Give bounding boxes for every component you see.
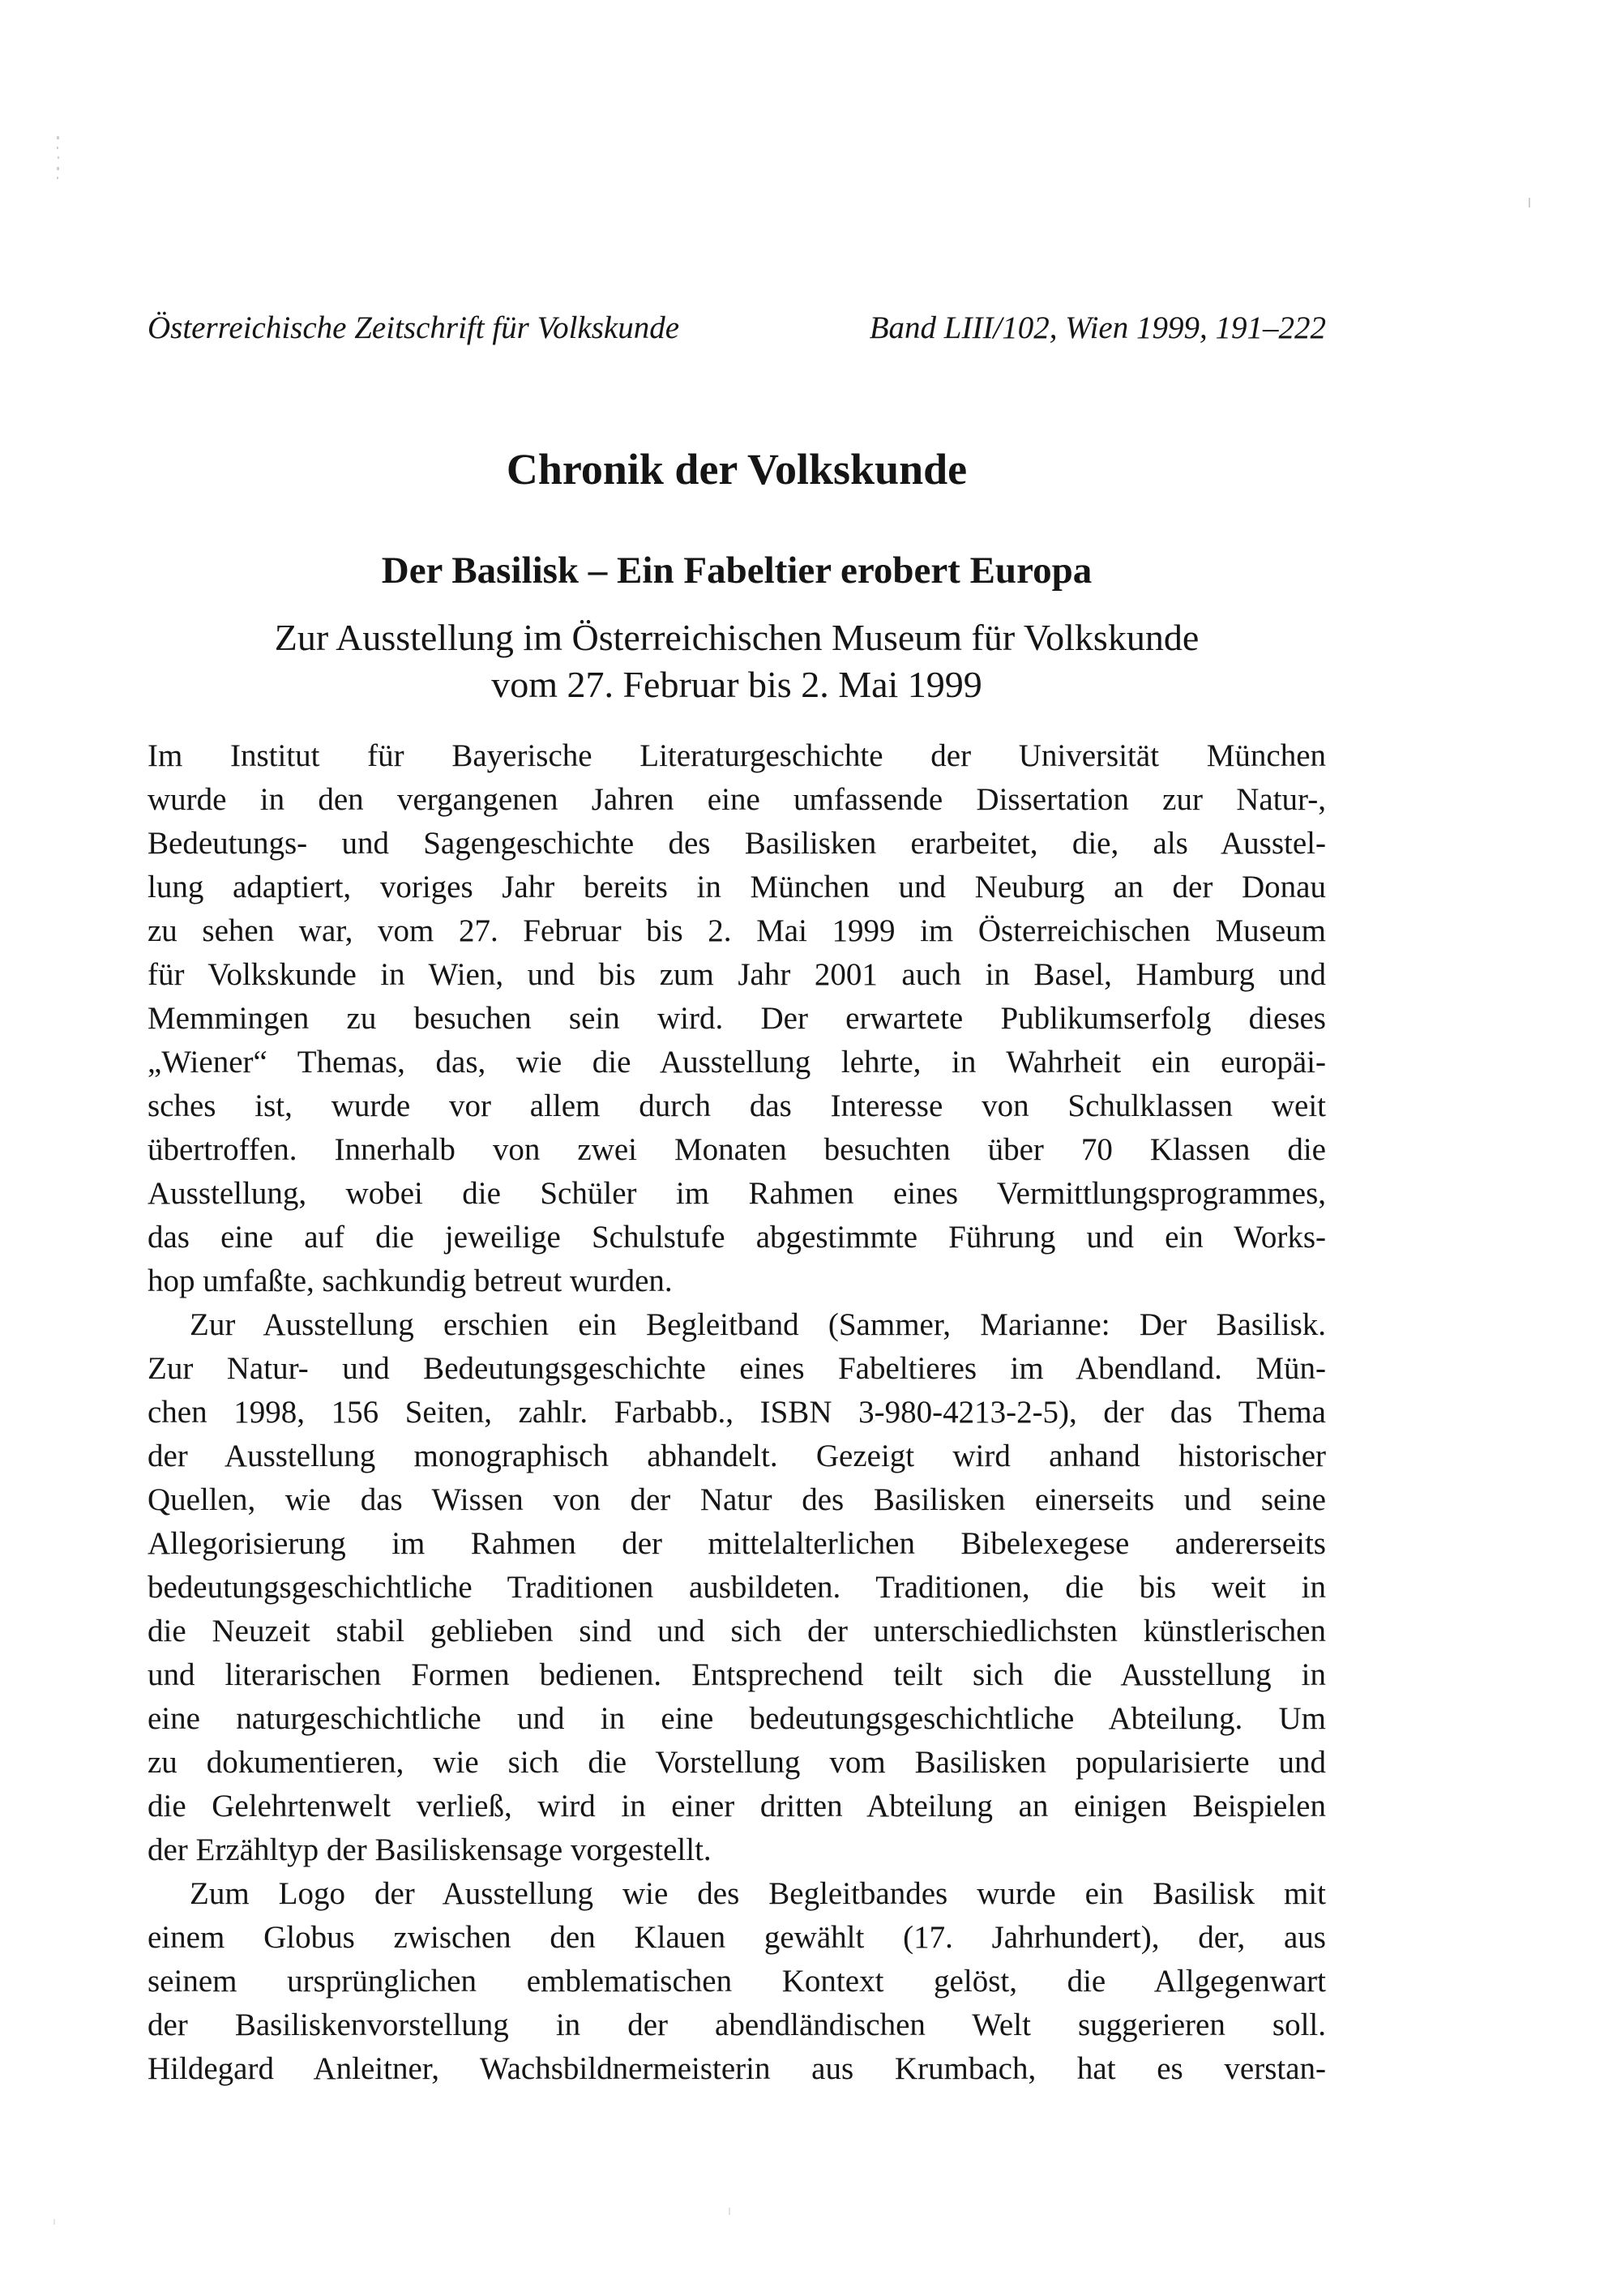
article-title: Der Basilisk – Ein Fabeltier erobert Europa bbox=[381, 549, 1093, 592]
article-body bbox=[148, 734, 1326, 2091]
scan-speck bbox=[57, 177, 58, 179]
text-line: und literarischen Formen bedienen. Entsprechend teilt sich die Ausstellung in bbox=[148, 1657, 1326, 1692]
scan-speck bbox=[57, 167, 59, 170]
scan-speck bbox=[57, 136, 59, 139]
text-line: der Basiliskenvorstellung in der abendländischen Welt suggerieren soll. bbox=[148, 2007, 1326, 2042]
subtitle-line-1: Zur Ausstellung im Österreichischen Museum für Volkskunde bbox=[274, 617, 1200, 658]
text-line: die Neuzeit stabil geblieben sind und sich der unterschiedlichsten künstlerischen bbox=[148, 1614, 1326, 1648]
text-line: Bedeutungs- und Sagengeschichte des Basilisken erarbeitet, die, als Ausstel- bbox=[148, 826, 1326, 861]
text-line: zu dokumentieren, wie sich die Vorstellung vom Basilisken popularisierte und bbox=[148, 1745, 1326, 1780]
text-line: bedeutungsgeschichtliche Traditionen ausbildeten. Traditionen, die bis weit in bbox=[148, 1570, 1326, 1605]
text-line: sches ist, wurde vor allem durch das Interesse von Schulklassen weit bbox=[148, 1088, 1326, 1123]
text-line: das eine auf die jeweilige Schulstufe abgestimmte Führung und ein Works- bbox=[148, 1220, 1326, 1255]
text-line: wurde in den vergangenen Jahren eine umfassende Dissertation zur Natur-, bbox=[148, 782, 1326, 817]
journal-title: Österreichische Zeitschrift für Volkskunde bbox=[148, 310, 680, 345]
text-line: einem Globus zwischen den Klauen gewählt (17. Jahrhundert), der, aus bbox=[148, 1920, 1326, 1955]
scan-speck bbox=[53, 2219, 55, 2225]
text-line: übertroffen. Innerhalb von zwei Monaten besuchten über 70 Klassen die bbox=[148, 1132, 1326, 1167]
scan-speck bbox=[58, 156, 59, 159]
section-title: Chronik der Volkskunde bbox=[506, 445, 968, 494]
text-line: lung adaptiert, voriges Jahr bereits in München und Neuburg an der Donau bbox=[148, 870, 1326, 904]
paragraph bbox=[148, 1303, 1326, 1872]
text-line: der Ausstellung monographisch abhandelt. Gezeigt wird anhand historischer bbox=[148, 1439, 1326, 1473]
text-line: chen 1998, 156 Seiten, zahlr. Farbabb., ISBN 3-980-4213-2-5), der das Thema bbox=[148, 1395, 1326, 1430]
text-line: die Gelehrtenwelt verließ, wird in einer dritten Abteilung an einigen Beispielen bbox=[148, 1789, 1326, 1824]
text-line: Ausstellung, wobei die Schüler im Rahmen eines Vermittlungsprogrammes, bbox=[148, 1176, 1326, 1211]
article-subtitle bbox=[148, 614, 1326, 708]
text-line: für Volkskunde in Wien, und bis zum Jahr 2001 auch in Basel, Hamburg und bbox=[148, 957, 1326, 992]
paragraph bbox=[148, 1872, 1326, 2091]
text-line: zu sehen war, vom 27. Februar bis 2. Mai 1999 im Österreichischen Museum bbox=[148, 913, 1326, 948]
text-line: hop umfaßte, sachkundig betreut wurden. bbox=[148, 1263, 673, 1298]
scan-speck bbox=[1529, 198, 1530, 207]
paragraph bbox=[148, 734, 1326, 1303]
text-line: Memmingen zu besuchen sein wird. Der erwartete Publikumserfolg dieses bbox=[148, 1001, 1326, 1036]
subtitle-line-2: vom 27. Februar bis 2. Mai 1999 bbox=[491, 664, 982, 705]
text-line: „Wiener“ Themas, das, wie die Ausstellung lehrte, in Wahrheit ein europäi- bbox=[148, 1045, 1326, 1080]
text-line: Allegorisierung im Rahmen der mittelalterlichen Bibelexegese andererseits bbox=[148, 1526, 1326, 1561]
text-line: eine naturgeschichtliche und in eine bedeutungsgeschichtliche Abteilung. Um bbox=[148, 1701, 1326, 1736]
text-line: Hildegard Anleitner, Wachsbildnermeisterin aus Krumbach, hat es verstan- bbox=[148, 2051, 1326, 2086]
scan-speck bbox=[57, 147, 58, 149]
text-line: Quellen, wie das Wissen von der Natur des Basilisken einerseits und seine bbox=[148, 1482, 1326, 1517]
issue-info: Band LIII/102, Wien 1999, 191–222 bbox=[869, 310, 1326, 345]
running-head bbox=[148, 310, 1326, 347]
text-line: Im Institut für Bayerische Literaturgeschichte der Universität München bbox=[148, 738, 1326, 773]
text-line: Zum Logo der Ausstellung wie des Begleitbandes wurde ein Basilisk mit bbox=[190, 1876, 1326, 1911]
text-line: der Erzähltyp der Basiliskensage vorgestellt. bbox=[148, 1832, 712, 1867]
scan-speck bbox=[729, 2208, 730, 2215]
text-line: Zur Natur- und Bedeutungsgeschichte eines Fabeltieres im Abendland. Mün- bbox=[148, 1351, 1326, 1386]
text-line: Zur Ausstellung erschien ein Begleitband (Sammer, Marianne: Der Basilisk. bbox=[190, 1307, 1326, 1342]
text-line: seinem ursprünglichen emblematischen Kontext gelöst, die Allgegenwart bbox=[148, 1964, 1326, 1999]
